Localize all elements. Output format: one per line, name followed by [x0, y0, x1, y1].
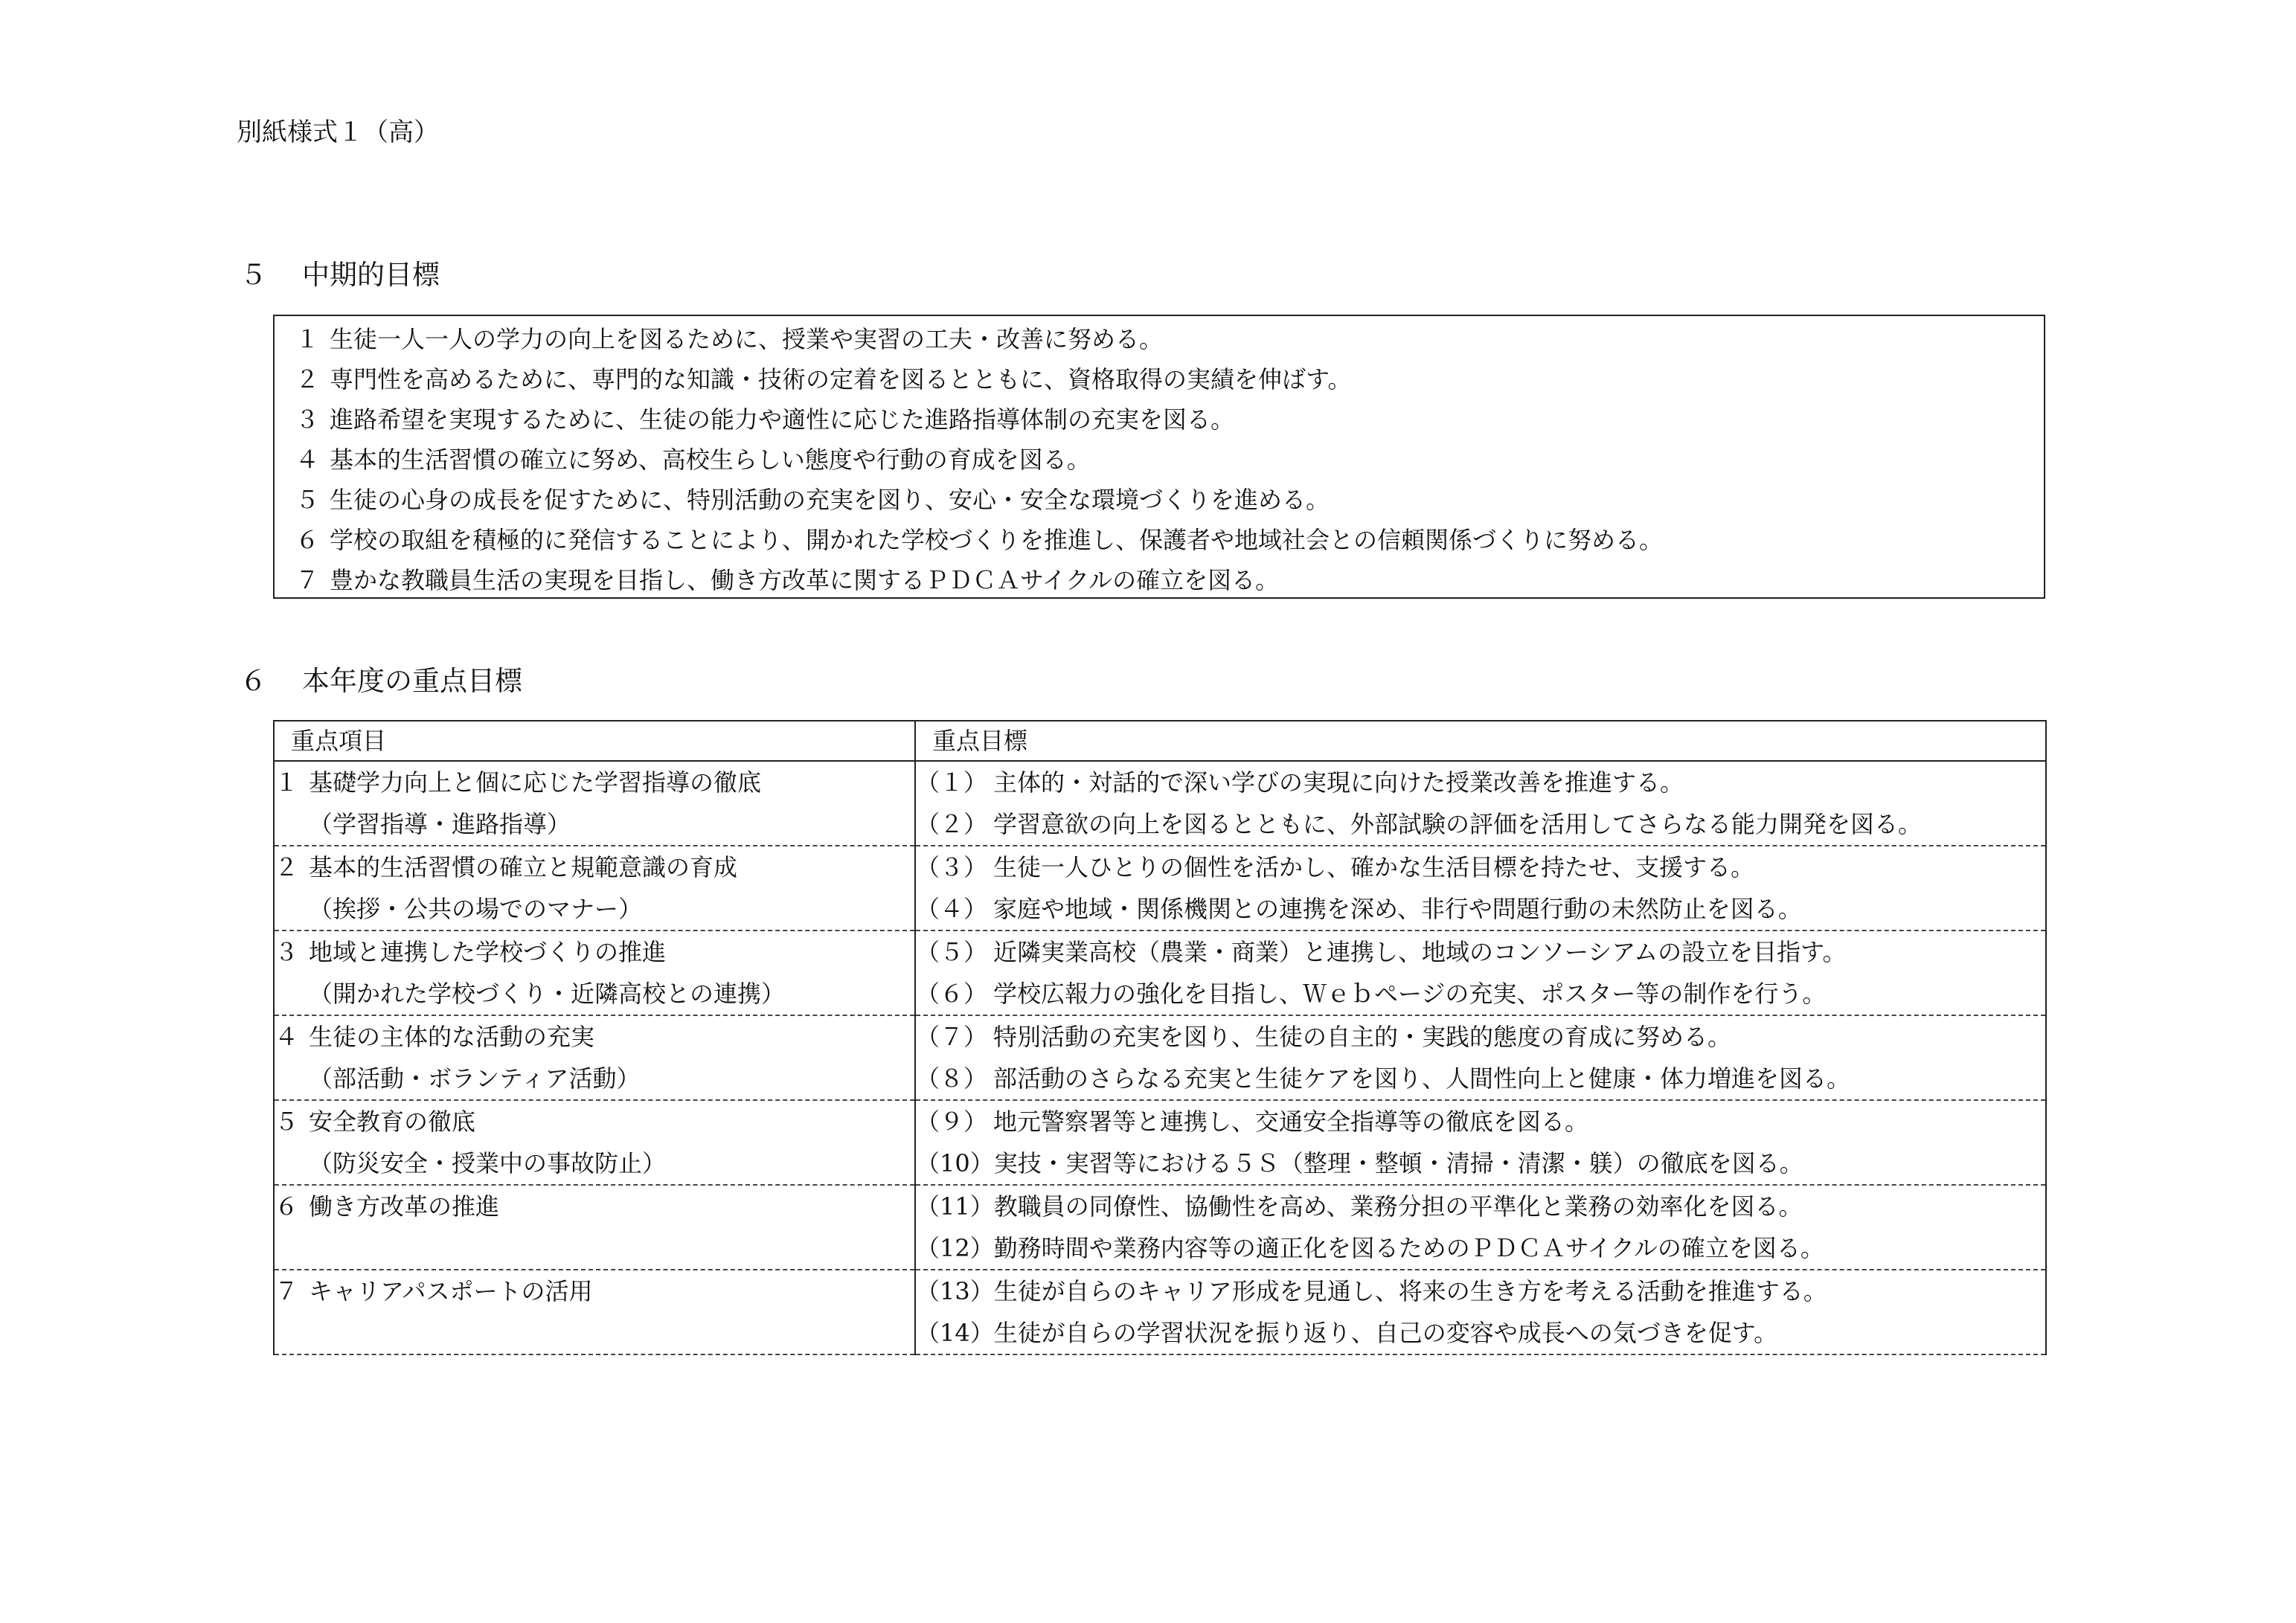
goal-text: 学校の取組を積極的に発信することにより、開かれた学校づくりを推進し、保護者や地域社会との信頼関係づくりに努める。 — [330, 526, 1664, 554]
goal-number: １ — [295, 325, 320, 353]
priority-item-cell — [274, 1185, 915, 1270]
priority-item-text: 基本的生活習慣の確立と規範意識の育成 — [309, 853, 738, 881]
priority-item — [275, 1186, 914, 1227]
table-row — [274, 1270, 2046, 1354]
priority-item-text: 基礎学力向上と個に応じた学習指導の徹底 — [309, 768, 762, 797]
priority-item-number: １ — [275, 768, 299, 797]
priority-item — [275, 846, 914, 888]
priority-item-cell — [274, 931, 915, 1015]
priority-item-cell — [274, 1015, 915, 1100]
target-item — [916, 1270, 2045, 1312]
target-item — [916, 846, 2045, 888]
goal-item — [295, 359, 2044, 399]
priority-item-cell — [274, 761, 915, 846]
goal-item — [295, 319, 2044, 359]
priority-target-cell — [915, 761, 2046, 846]
priority-target-cell — [915, 1185, 2046, 1270]
priority-item-text: 安全教育の徹底 — [309, 1108, 476, 1136]
target-text: 生徒が自らのキャリア形成を見通し、将来の生き方を考える活動を推進する。 — [993, 1277, 1827, 1305]
goal-item — [295, 399, 2044, 440]
goal-number: ６ — [295, 526, 320, 554]
priority-item-number: ４ — [275, 1023, 299, 1051]
target-number: （８） — [916, 1064, 988, 1093]
priority-item-subtitle: （学習指導・進路指導） — [309, 810, 571, 838]
table-row — [274, 931, 2046, 1015]
target-number: （10） — [916, 1149, 994, 1177]
target-item — [916, 1312, 2045, 1354]
priority-target-cell — [915, 931, 2046, 1015]
priority-target-cell — [915, 1270, 2046, 1354]
table-row — [274, 846, 2046, 931]
goal-item — [295, 480, 2044, 520]
column-header-item: 重点項目 — [274, 721, 915, 761]
target-item — [916, 1186, 2045, 1227]
target-text: 近隣実業高校（農業・商業）と連携し、地域のコンソーシアムの設立を目指す。 — [993, 938, 1847, 966]
section-6-title: 本年度の重点目標 — [302, 665, 522, 697]
goal-text: 進路希望を実現するために、生徒の能力や適性に応じた進路指導体制の充実を図る。 — [330, 405, 1235, 434]
goal-number: ５ — [295, 486, 320, 514]
priority-item — [275, 1101, 914, 1142]
target-item — [916, 931, 2045, 973]
form-label: 別紙様式１（高） — [237, 118, 439, 147]
target-text: 学習意欲の向上を図るとともに、外部試験の評価を活用してさらなる能力開発を図る。 — [993, 810, 1923, 838]
priority-target-cell — [915, 846, 2046, 931]
target-text: 生徒一人ひとりの個性を活かし、確かな生活目標を持たせ、支援する。 — [993, 853, 1755, 881]
goal-number: ３ — [295, 405, 320, 434]
goal-text: 専門性を高めるために、専門的な知識・技術の定着を図るとともに、資格取得の実績を伸ばす。 — [330, 365, 1352, 393]
target-number: （１） — [916, 768, 988, 797]
midterm-goals-box — [273, 315, 2045, 599]
goal-number: ２ — [295, 365, 320, 393]
target-text: 実技・実習等における５Ｓ（整理・整頓・清掃・清潔・躾）の徹底を図る。 — [993, 1149, 1803, 1177]
priority-target-cell — [915, 1015, 2046, 1100]
goal-text: 豊かな教職員生活の実現を目指し、働き方改革に関するＰＤＣＡサイクルの確立を図る。 — [330, 566, 1280, 594]
section-5-number: ５ — [240, 259, 267, 291]
table-row — [274, 1015, 2046, 1100]
priority-item-number: ５ — [275, 1108, 299, 1136]
table-header-row — [274, 721, 2046, 761]
target-text: 主体的・対話的で深い学びの実現に向けた授業改善を推進する。 — [993, 768, 1684, 797]
section-6-number: ６ — [240, 665, 267, 697]
target-number: （11） — [916, 1192, 994, 1221]
target-number: （７） — [916, 1023, 988, 1051]
target-number: （９） — [916, 1108, 988, 1136]
priority-item-cell — [274, 1270, 915, 1354]
priority-item-number: ３ — [275, 938, 299, 966]
table-row — [274, 761, 2046, 846]
goal-item — [295, 560, 2044, 600]
priority-item — [275, 1270, 914, 1312]
target-number: （13） — [916, 1277, 994, 1305]
priority-item-number: ７ — [275, 1277, 299, 1305]
target-text: 学校広報力の強化を目指し、Ｗｅｂページの充実、ポスター等の制作を行う。 — [993, 980, 1827, 1008]
section-5-heading — [240, 259, 440, 292]
target-text: 勤務時間や業務内容等の適正化を図るためのＰＤＣＡサイクルの確立を図る。 — [993, 1234, 1824, 1262]
goal-text: 生徒一人一人の学力の向上を図るために、授業や実習の工夫・改善に努める。 — [330, 325, 1164, 353]
target-number: （12） — [916, 1234, 994, 1262]
column-header-target: 重点目標 — [915, 721, 2046, 761]
priority-item-subtitle: （防災安全・授業中の事故防止） — [309, 1149, 667, 1177]
target-text: 家庭や地域・関係機関との連携を深め、非行や問題行動の未然防止を図る。 — [993, 895, 1802, 923]
section-6-heading — [240, 665, 522, 698]
priority-item-number: ６ — [275, 1192, 299, 1221]
priority-item — [275, 1016, 914, 1058]
target-number: （２） — [916, 810, 988, 838]
target-item — [916, 1016, 2045, 1058]
priority-item-text: 働き方改革の推進 — [309, 1192, 500, 1221]
target-text: 部活動のさらなる充実と生徒ケアを図り、人間性向上と健康・体力増進を図る。 — [993, 1064, 1851, 1093]
target-text: 生徒が自らの学習状況を振り返り、自己の変容や成長への気づきを促す。 — [993, 1319, 1778, 1347]
target-number: （３） — [916, 853, 988, 881]
target-text: 地元警察署等と連携し、交通安全指導等の徹底を図る。 — [993, 1108, 1589, 1136]
target-item — [916, 888, 2045, 930]
goal-text: 基本的生活習慣の確立に努め、高校生らしい態度や行動の育成を図る。 — [330, 446, 1091, 474]
target-number: （６） — [916, 980, 988, 1008]
target-item — [916, 803, 2045, 845]
goal-text: 生徒の心身の成長を促すために、特別活動の充実を図り、安心・安全な環境づくりを進める。 — [330, 486, 1330, 514]
priority-item-cell — [274, 846, 915, 931]
priority-item-text: 生徒の主体的な活動の充実 — [309, 1023, 595, 1051]
priority-item-text: キャリアパスポートの活用 — [309, 1277, 593, 1305]
target-number: （14） — [916, 1319, 994, 1347]
goal-number: ４ — [295, 446, 320, 474]
target-text: 特別活動の充実を図り、生徒の自主的・実践的態度の育成に努める。 — [993, 1023, 1732, 1051]
target-item — [916, 762, 2045, 803]
priority-item-text: 地域と連携した学校づくりの推進 — [309, 938, 667, 966]
priority-item-cell — [274, 1100, 915, 1185]
goal-item — [295, 520, 2044, 560]
priority-item-subtitle: （部活動・ボランティア活動） — [309, 1064, 641, 1093]
target-text: 教職員の同僚性、協働性を高め、業務分担の平準化と業務の効率化を図る。 — [993, 1192, 1803, 1221]
priority-item-subtitle: （挨拶・公共の場でのマナー） — [309, 895, 643, 923]
table-row — [274, 1185, 2046, 1270]
target-item — [916, 1142, 2045, 1184]
section-5-title: 中期的目標 — [302, 259, 440, 291]
priority-item-number: ２ — [275, 853, 299, 881]
target-number: （５） — [916, 938, 988, 966]
priority-target-cell — [915, 1100, 2046, 1185]
target-item — [916, 973, 2045, 1015]
priority-item-subtitle: （開かれた学校づくり・近隣高校との連携） — [309, 980, 786, 1008]
table-row — [274, 1100, 2046, 1185]
priority-item — [275, 931, 914, 973]
target-item — [916, 1058, 2045, 1099]
target-item — [916, 1101, 2045, 1142]
target-item — [916, 1227, 2045, 1269]
target-number: （４） — [916, 895, 988, 923]
priority-goals-table — [273, 720, 2047, 1355]
goal-number: ７ — [295, 566, 320, 594]
goal-item — [295, 440, 2044, 480]
priority-item — [275, 762, 914, 803]
